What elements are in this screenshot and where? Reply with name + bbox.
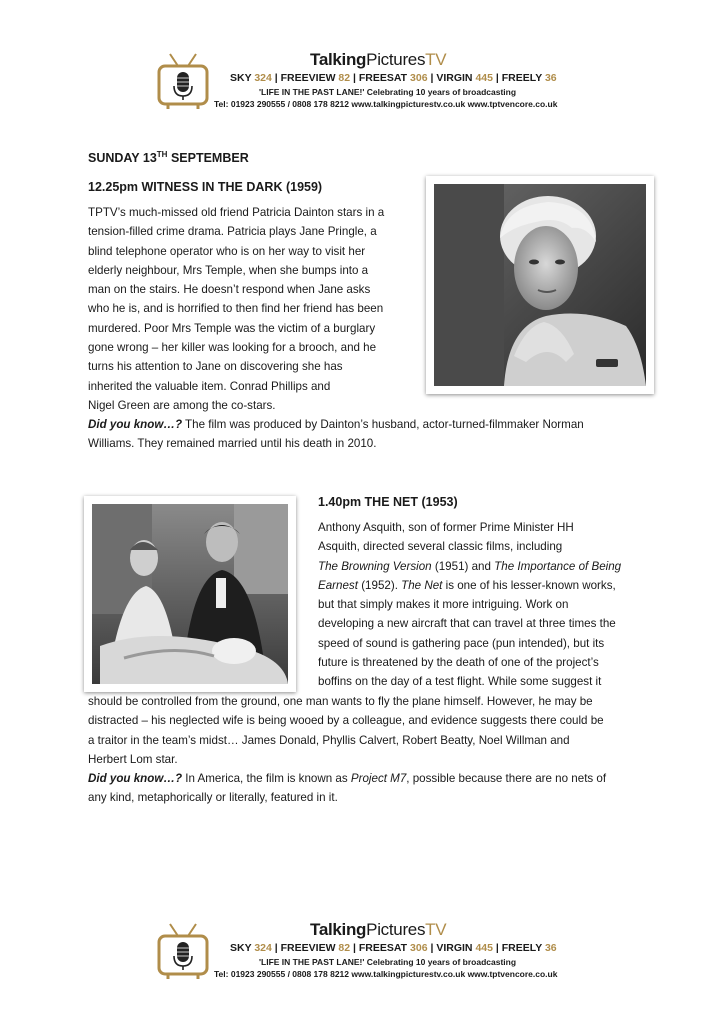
channel-list: SKY 324 | FREEVIEW 82 | FREESAT 306 | VIRGIN 445 | FREELY 36 (230, 942, 557, 954)
film1-description: TPTV’s much-missed old friend Patricia Dainton stars in a tension-filled crime drama. Patricia plays Jane Pringle, a blind telephone operator who is on her way to visit her elderly neighbour, Mrs Temple, when she bumps into a man on the stairs. He doesn’t respond when Jane asks who he is, and is horrified to then find her friend has been murdered. Poor Mrs Temple was the victim of a burglary gone wrong – her killer was looking for a brooch, and he turns his attention to Jane on discovering she has inherited the valuable item. Conrad Phillips and Nigel Green are among the co-stars. (88, 206, 385, 412)
tv-microphone-icon (156, 52, 210, 110)
did-you-know-label: Did you know…? (88, 772, 183, 786)
tagline: 'LIFE IN THE PAST LANE!' Celebrating 10 years of broadcasting (259, 87, 517, 97)
film1-trivia: Did you know…? The film was produced by Dainton’s husband, actor-turned-filmmaker Norman Williams. They remained married until his death in 2010. (88, 418, 584, 451)
channel-list: SKY 324 | FREEVIEW 82 | FREESAT 306 | VIRGIN 445 | FREELY 36 (230, 72, 557, 84)
header-top (150, 48, 590, 118)
film-title-importance: The Importance of Being (494, 559, 622, 573)
contact-info: Tel: 01923 290555 / 0808 178 8212 www.talkingpicturestv.co.uk www.tptvencore.co.uk (214, 99, 558, 109)
film2-description-a: Anthony Asquith, son of former Prime Minister HH Asquith, directed several classic films, including The Browning Version (1951) and The Importance of Being Earnest (1952). The Net is one of his lesser-known works, but that simply makes it more intriguing. Work on developing a new aircraft that can travel at three times the speed of sound is gathering pace (pun intended), but its future is threatened by the death of one of the project’s boffins on the day of a test flight. While some suggest it (318, 521, 622, 689)
tv-microphone-icon (156, 922, 210, 980)
film1-title: 12.25pm WITNESS IN THE DARK (1959) (88, 180, 323, 194)
film2-still-photo (84, 496, 296, 692)
did-you-know-label: Did you know…? (88, 418, 183, 431)
brand-name: TalkingPicturesTV (310, 920, 447, 939)
film1-still-photo (426, 176, 654, 394)
film-title-project-m7: Project M7 (350, 772, 407, 786)
film-title-the-net: The Net (401, 578, 443, 592)
tagline: 'LIFE IN THE PAST LANE!' Celebrating 10 years of broadcasting (259, 957, 517, 967)
film-title-browning-version: The Browning Version (318, 559, 432, 573)
brand-name: TalkingPicturesTV (310, 50, 447, 69)
contact-info: Tel: 01923 290555 / 0808 178 8212 www.talkingpicturestv.co.uk www.tptvencore.co.uk (214, 969, 558, 979)
film2-title: 1.40pm THE NET (1953) (318, 495, 458, 509)
schedule-date: SUNDAY 13TH SEPTEMBER (88, 150, 249, 166)
film2-description-b: should be controlled from the ground, one man wants to fly the plane himself. However, he may be distracted – his neglected wife is being wooed by a colleague, and evidence suggests there could be a traitor in the team’s midst… James Donald, Phyllis Calvert, Robert Beatty, Noel Willman and Herbert Lom star. Did you know…? In America, the film is known as Project M7, possible because there are no nets of any kind, metaphorically or literally, featured in it. (88, 695, 607, 805)
film-title-earnest: Earnest (318, 578, 358, 592)
header-bottom (150, 918, 590, 988)
